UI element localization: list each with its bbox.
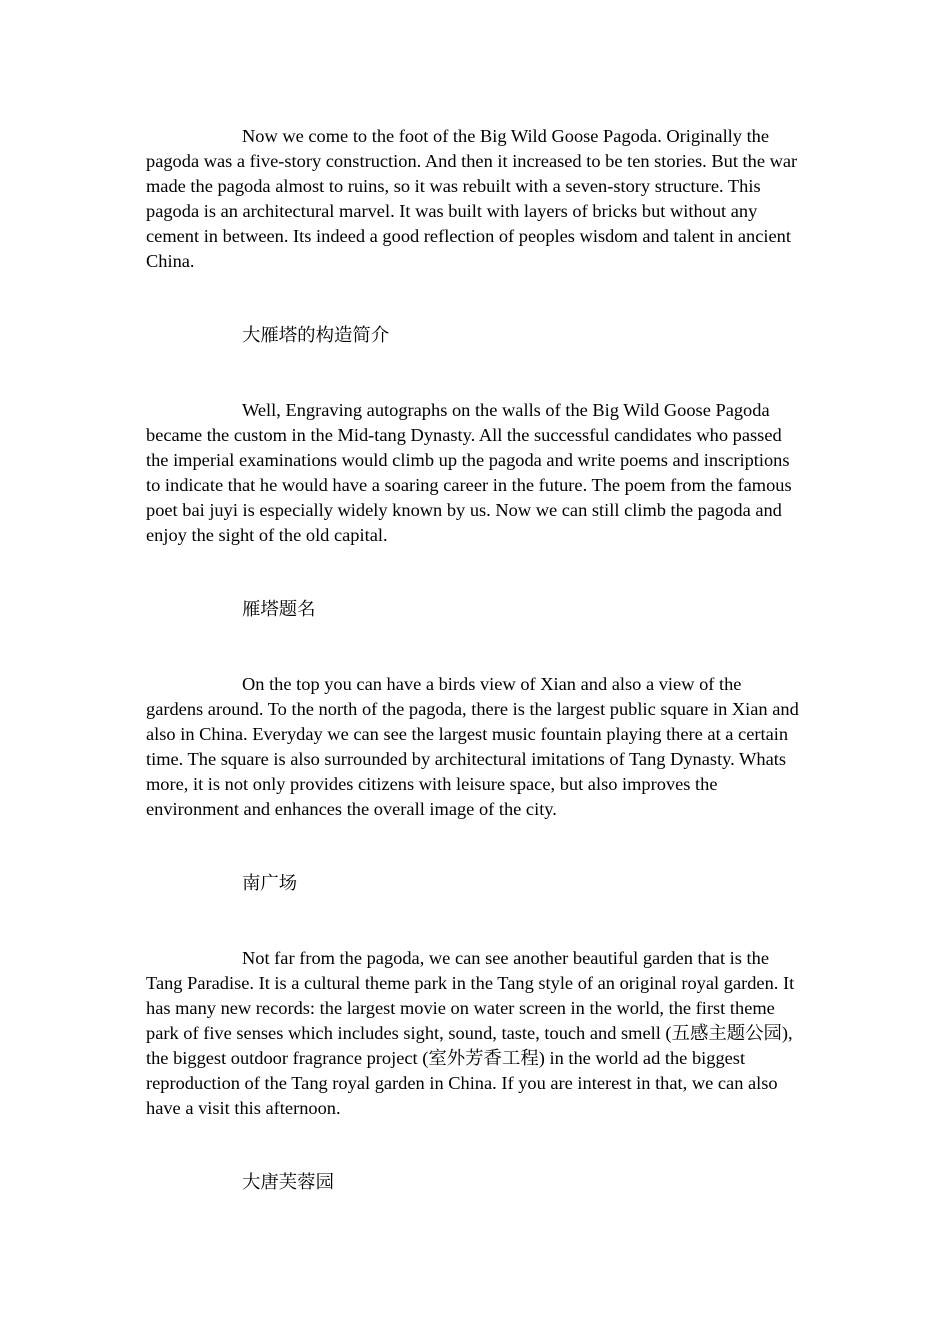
paragraph-pagoda-construction: Now we come to the foot of the Big Wild Goose Pagoda. Originally the pagoda was a five-story construction. And then it increased to be ten stories. But the war made the pagoda almost to ruins, so it was rebuilt with a seven-story structure. This pagoda is an architectural marvel. It was built with layers of bricks but without any cement in between. Its indeed a good reflection of peoples wisdom and talent in ancient China. <box>146 126 798 271</box>
heading-tang-paradise: 大唐芙蓉园 <box>242 1172 334 1192</box>
heading-pagoda-inscriptions: 雁塔题名 <box>242 599 316 619</box>
heading-south-square: 南广场 <box>242 873 298 893</box>
paragraph-engraving-autographs: Well, Engraving autographs on the walls of the Big Wild Goose Pagoda became the custom in the Mid-tang Dynasty. All the successful candidates who passed the imperial examinations would climb up the pagoda and write poems and inscriptions to indicate that he would have a soaring career in the future. The poem from the famous poet bai juyi is especially widely known by us. Now we can still climb the pagoda and enjoy the sight of the old capital. <box>146 400 792 545</box>
paragraph-tang-paradise: Not far from the pagoda, we can see another beautiful garden that is the Tang Paradise. It is a cultural theme park in the Tang style of an original royal garden. It has many new records: the largest movie on water screen in the world, the first theme park of five senses which includes sight, sound, taste, touch and smell (五感主题公园), the biggest outdoor fragrance project (室外芳香工程) in the world ad the biggest reproduction of the Tang royal garden in China. If you are interest in that, we can also have a visit this afternoon. <box>146 948 795 1118</box>
paragraph-north-square: On the top you can have a birds view of Xian and also a view of the gardens around. To the north of the pagoda, there is the largest public square in Xian and also in China. Everyday we can see the largest music fountain playing there at a certain time. The square is also surrounded by architectural imitations of Tang Dynasty. Whats more, it is not only provides citizens with leisure space, but also improves the environment and enhances the overall image of the city. <box>146 674 799 819</box>
document-page <box>146 124 802 1195</box>
heading-pagoda-structure: 大雁塔的构造简介 <box>242 325 390 345</box>
